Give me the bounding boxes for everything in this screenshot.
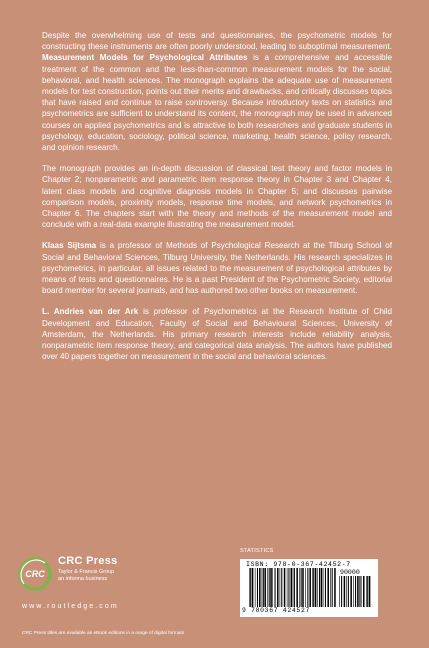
barcode-bar — [263, 568, 264, 607]
barcode-bar — [321, 568, 323, 607]
barcode-bar — [325, 568, 326, 607]
barcode-bar — [363, 576, 365, 607]
barcode-digits: 9 780367 424527 — [242, 607, 311, 614]
barcode-bar — [272, 568, 273, 607]
ebook-note: CRC Press titles are available as eBook editions in a range of digital formats — [22, 631, 185, 636]
intro-paragraph — [42, 30, 392, 153]
barcode-bar — [250, 568, 251, 607]
publisher-group-line1: Taylor & Francis Group — [58, 569, 115, 575]
barcode-bar — [299, 568, 300, 607]
barcode-bar — [287, 568, 288, 607]
barcode-bar — [366, 576, 367, 607]
barcode-bar — [267, 568, 268, 607]
barcode-bar — [301, 568, 302, 607]
barcode-bar — [302, 568, 304, 607]
barcode-bar — [264, 568, 266, 607]
author1-bio: is a professor of Methods of Psychological Research at the Tilburg School of Social and Behavioral Sciences, Tilburg University, the Netherlands. His research specializes in psychometrics, in particular, all issues related to the measurement of psychological attributes by means of tests and questionnaires. He is a past President of the Psychometric Society, editorial board member for several journals, and has authored two other books on measurement. — [42, 241, 393, 296]
publisher-website: www.routledge.com — [22, 603, 119, 610]
barcode-bar — [277, 568, 279, 607]
barcode-bar — [353, 576, 354, 607]
crc-logo-icon — [18, 557, 52, 591]
barcode-bar — [339, 576, 340, 607]
barcode-bar — [291, 568, 293, 607]
barcode-bar — [249, 568, 250, 607]
barcode-bar — [350, 576, 352, 607]
price-code: 90000 — [340, 569, 360, 576]
barcode-bar — [312, 568, 313, 607]
intro-lead: Despite the overwhelming use of tests and questionnaires, the psychometric models for constructing these instruments are often poorly understood, leading to suboptimal measurement. — [42, 31, 392, 52]
barcode-bar — [262, 568, 263, 607]
barcode-bar — [269, 568, 270, 607]
barcode-bar — [313, 568, 314, 607]
author1-name: Klaas Sijtsma — [42, 241, 97, 251]
barcode-bar — [341, 576, 342, 607]
intro-rest: is a comprehensive and accessible treatment of the common and the less-than-common measurement models for the social, behavioral, and health sciences. The monograph explains the adequate use of measurement models for test construction, points out their merits and drawbacks, and critically discusses topics that have raised and continue to raise controversy. Because introductory texts on statistics and psychometrics are sufficient to understand its content, the monograph may be used in advanced courses on applied psychometrics and is attractive to both researchers and graduate students in psychology, education, sociology, political science, marketing, health science, policy research, and opinion research. — [42, 53, 392, 153]
barcode-bar — [360, 576, 361, 607]
barcode-box — [240, 559, 378, 617]
barcode-addon-bars-icon — [338, 576, 372, 607]
barcode-bar — [334, 568, 336, 607]
publisher-name: CRC Press — [58, 555, 118, 567]
author2-name: L. Andries van der Ark — [42, 307, 139, 317]
barcode-bar — [281, 568, 282, 607]
barcode-bar — [344, 576, 346, 607]
publisher-block — [18, 555, 238, 635]
publisher-group-line2: an informa business — [58, 576, 108, 582]
barcode-bar — [367, 576, 368, 607]
barcode-bar — [270, 568, 272, 607]
barcode-bar — [296, 568, 298, 607]
chapters-paragraph: The monograph provides an in-depth discussion of classical test theory and factor models in Chapter 2; nonparametric and parametric item response theory in Chapter 3 and Chapter 4, latent class models and cognitive diagnosis models in Chapter 5; and discusses pairwise comparison models, proximity models, response time models, and network psychometrics in Chapter 6. The chapters start with the theory and methods of the measurement model and conclude with a real-data example illustrating the measurement model. — [42, 164, 392, 230]
barcode-bar — [288, 568, 289, 607]
barcode-bar — [257, 568, 258, 607]
barcode-bars-icon — [248, 568, 336, 607]
barcode-bar — [280, 568, 281, 607]
author2-bio: is professor of Psychometrics at the Research Institute of Child Development and Education, Faculty of Social and Behavioural Sciences, University of Amsterdam, the Netherlands. His primary research interests include reliability analysis, nonparametric item response theory, and categorical data analysis. The authors have published over 40 papers together on measurement in the social and behavioral sciences. — [42, 307, 392, 362]
barcode-bar — [315, 568, 317, 607]
barcode-bar — [255, 568, 256, 607]
barcode-bar — [309, 568, 311, 607]
barcode-bar — [330, 568, 331, 607]
category-label: STATISTICS — [240, 548, 274, 554]
barcode-bar — [323, 568, 324, 607]
barcode-bar — [327, 568, 329, 607]
logo-text: CRC — [25, 569, 45, 579]
barcode-bar — [332, 568, 333, 607]
barcode-bar — [305, 568, 306, 607]
barcode-bar — [284, 568, 286, 607]
barcode-bar — [355, 576, 356, 607]
barcode-bar — [369, 576, 371, 607]
barcode-bar — [259, 568, 261, 607]
barcode-bar — [252, 568, 254, 607]
barcode-bar — [317, 568, 318, 607]
barcode-bar — [294, 568, 295, 607]
author1-paragraph — [42, 240, 392, 296]
back-cover-text — [42, 30, 392, 372]
barcode-bar — [359, 576, 360, 607]
barcode-bar — [275, 568, 276, 607]
isbn-text: ISBN: 978-0-367-42452-7 — [246, 561, 351, 568]
barcode-bar — [307, 568, 308, 607]
book-title: Measurement Models for Psychological Attributes — [42, 53, 248, 63]
barcode-bar — [348, 576, 349, 607]
barcode-bar — [293, 568, 294, 607]
barcode-bar — [357, 576, 359, 607]
publisher-group — [58, 569, 114, 583]
author2-paragraph — [42, 306, 392, 362]
barcode-bar — [346, 576, 347, 607]
barcode-bar — [319, 568, 320, 607]
